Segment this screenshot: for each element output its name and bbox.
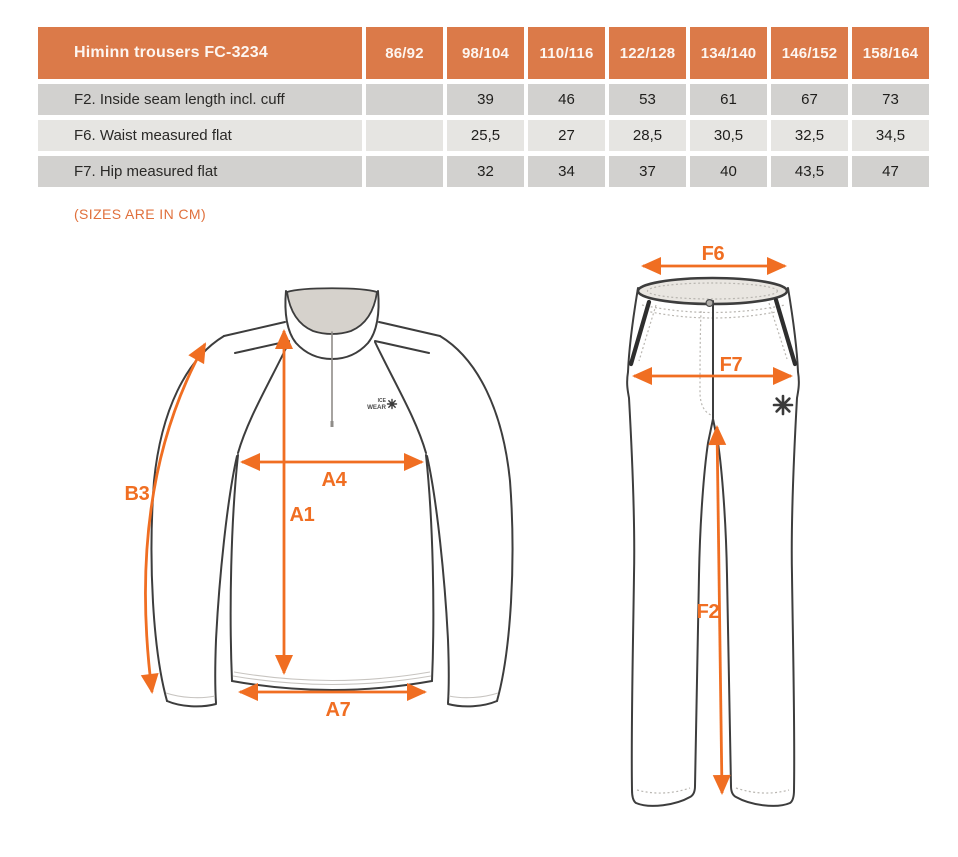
product-title: Himinn trousers FC-3234 xyxy=(38,27,362,79)
table-cell: 53 xyxy=(609,84,686,115)
waist-button xyxy=(706,300,713,307)
size-header: 98/104 xyxy=(447,27,524,79)
table-cell: 47 xyxy=(852,156,929,187)
table-cell: 28,5 xyxy=(609,120,686,151)
size-header: 122/128 xyxy=(609,27,686,79)
measure-f2-label: F2 xyxy=(696,601,720,623)
table-cell: 39 xyxy=(447,84,524,115)
table-cell: 73 xyxy=(852,84,929,115)
table-cell: 61 xyxy=(690,84,767,115)
table-cell: 34 xyxy=(528,156,605,187)
table-cell: 67 xyxy=(771,84,848,115)
measure-a4-label: A4 xyxy=(321,469,347,491)
row-label: F7. Hip measured flat xyxy=(38,156,362,187)
trousers-diagram xyxy=(627,243,799,806)
size-header: 146/152 xyxy=(771,27,848,79)
snowflake-icon xyxy=(388,400,397,409)
size-header: 158/164 xyxy=(852,27,929,79)
svg-text:ICE: ICE xyxy=(377,398,386,404)
measure-a7-label: A7 xyxy=(325,699,351,721)
table-cell: 27 xyxy=(528,120,605,151)
size-header: 134/140 xyxy=(690,27,767,79)
table-cell: 32,5 xyxy=(771,120,848,151)
measure-f6-label: F6 xyxy=(701,243,725,265)
table-cell xyxy=(366,84,443,115)
table-cell: 37 xyxy=(609,156,686,187)
collar-inner xyxy=(287,288,377,334)
snowflake-icon xyxy=(774,396,792,414)
table-cell: 46 xyxy=(528,84,605,115)
table-cell: 40 xyxy=(690,156,767,187)
table-cell xyxy=(366,156,443,187)
sweater-diagram xyxy=(125,288,513,721)
svg-text:WEAR: WEAR xyxy=(367,404,386,411)
icewear-logo xyxy=(367,398,396,411)
sizes-unit-note: (SIZES ARE IN CM) xyxy=(74,206,207,222)
measure-b3-label: B3 xyxy=(124,483,150,505)
row-label: F2. Inside seam length incl. cuff xyxy=(38,84,362,115)
table-cell: 25,5 xyxy=(447,120,524,151)
measurement-diagram xyxy=(0,230,958,857)
table-cell: 30,5 xyxy=(690,120,767,151)
table-cell: 32 xyxy=(447,156,524,187)
table-cell: 43,5 xyxy=(771,156,848,187)
size-header: 86/92 xyxy=(366,27,443,79)
measure-a1-label: A1 xyxy=(289,504,315,526)
size-table xyxy=(38,27,929,187)
size-header: 110/116 xyxy=(528,27,605,79)
row-label: F6. Waist measured flat xyxy=(38,120,362,151)
measure-f7-label: F7 xyxy=(719,354,743,376)
table-cell xyxy=(366,120,443,151)
waist-opening xyxy=(638,278,787,304)
table-cell: 34,5 xyxy=(852,120,929,151)
